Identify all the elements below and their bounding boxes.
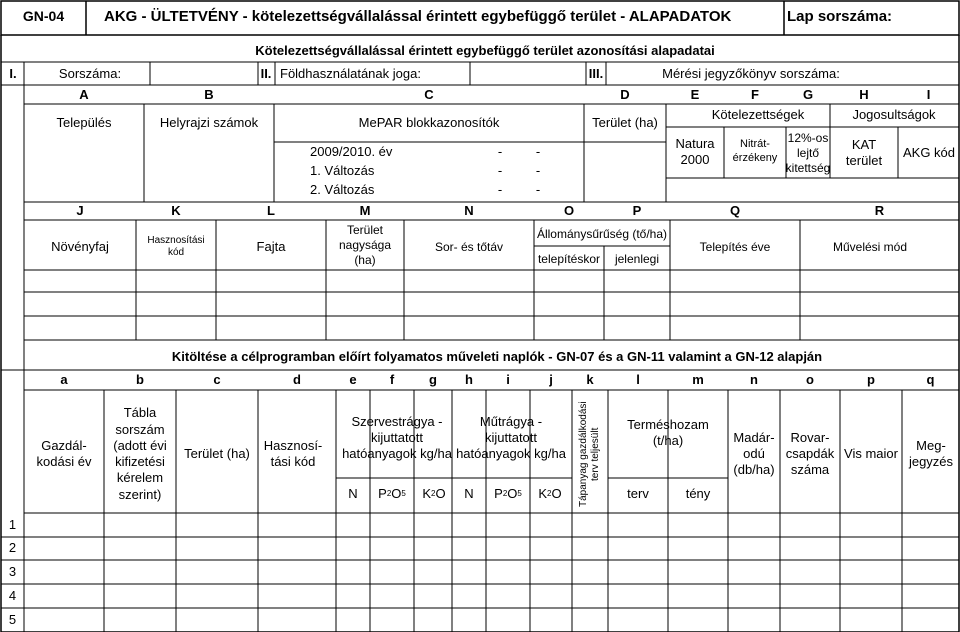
foldhasznalat-label: Földhasználatának joga: bbox=[280, 65, 421, 81]
column-letter-m: M bbox=[359, 202, 371, 218]
col-helyrajzi: Helyrajzi számok bbox=[159, 114, 259, 130]
col-megjegyzes: Meg- jegyzés bbox=[908, 437, 954, 469]
column-letter-i: I bbox=[926, 86, 931, 102]
col-telepites-eve: Telepítés éve bbox=[699, 239, 771, 254]
col-lejto: 12%-os lejtő kitettség bbox=[785, 130, 831, 175]
col-hasznositasi-kod-bottom: Hasznosí- tási kód bbox=[263, 437, 323, 469]
column-letter-n: n bbox=[750, 371, 758, 387]
year-row-dash: - bbox=[535, 163, 541, 179]
col-rovarcsapdak: Rovar- csapdák száma bbox=[785, 429, 835, 478]
col-tabla-sorszam: Tábla sorszám (adott évi kifizetési kérelem szerint) bbox=[113, 405, 167, 502]
ident-iii: III. bbox=[588, 65, 604, 81]
meresi-label: Mérési jegyzőkönyv sorszáma: bbox=[662, 65, 840, 81]
year-row-dash: - bbox=[535, 144, 541, 160]
column-letter-a: A bbox=[79, 86, 89, 102]
column-letter-l: L bbox=[267, 202, 275, 218]
col-vis-maior: Vis maior bbox=[844, 445, 898, 461]
column-letter-r: R bbox=[874, 202, 885, 218]
ident-ii: II. bbox=[260, 65, 272, 81]
column-letter-n: N bbox=[464, 202, 474, 218]
row-number: 2 bbox=[8, 540, 17, 556]
year-row-dash: - bbox=[535, 182, 541, 198]
year-row-dash: - bbox=[497, 144, 503, 160]
column-letter-k: k bbox=[586, 371, 594, 387]
column-letter-c: c bbox=[213, 371, 221, 387]
col-szervestragya: Szervestrágya - kijuttatott hatóanyagok kg/ha bbox=[342, 413, 452, 462]
year-row-label: 1. Változás bbox=[310, 163, 375, 179]
column-letter-e: E bbox=[690, 86, 700, 102]
year-row-dash: - bbox=[497, 182, 503, 198]
row-number: 5 bbox=[8, 611, 17, 627]
col-teny: tény bbox=[685, 485, 711, 501]
col-kat: KAT terület bbox=[845, 136, 883, 168]
foldhasznalat-input[interactable] bbox=[470, 64, 585, 84]
col-terulet-ha-bottom: Terület (ha) bbox=[184, 445, 250, 461]
column-letter-j: J bbox=[76, 202, 84, 218]
mutragya-n: N bbox=[464, 485, 474, 501]
col-muvelesi-mod: Művelési mód bbox=[832, 239, 908, 254]
sorszama-input[interactable] bbox=[150, 64, 260, 84]
mutragya-k2o: K 2 O bbox=[538, 485, 562, 501]
year-row-label: 2. Változás bbox=[310, 182, 375, 198]
col-akg-kod: AKG kód bbox=[902, 144, 956, 160]
szerves-p2o5: P 2 O 5 bbox=[378, 485, 406, 501]
column-letter-b: b bbox=[136, 371, 144, 387]
col-fajta: Fajta bbox=[256, 238, 286, 254]
row-number: 3 bbox=[8, 563, 17, 579]
col-terulet-ha: Terület (ha) bbox=[592, 114, 658, 130]
row-number: 1 bbox=[8, 516, 17, 532]
column-letter-q: q bbox=[926, 371, 935, 387]
column-letter-o: O bbox=[563, 202, 575, 218]
form-title: AKG - ÜLTETVÉNY - kötelezettségvállalással érintett egybefüggő terület - ALAPADATOK bbox=[104, 7, 732, 25]
column-letter-p: P bbox=[632, 202, 642, 218]
szerves-n: N bbox=[348, 485, 358, 501]
form-code: GN-04 bbox=[22, 8, 65, 25]
col-nitrat: Nitrát- érzékeny bbox=[732, 138, 778, 164]
column-letter-q: Q bbox=[729, 202, 741, 218]
col-telepules: Település bbox=[56, 114, 112, 130]
column-letter-p: p bbox=[867, 371, 875, 387]
szerves-k2o: K 2 O bbox=[422, 485, 446, 501]
ident-i: I. bbox=[9, 65, 17, 81]
column-letter-m: m bbox=[692, 371, 704, 387]
column-letter-l: l bbox=[636, 371, 640, 387]
col-mepar: MePAR blokkazonosítók bbox=[358, 114, 500, 130]
column-letter-a: a bbox=[60, 371, 68, 387]
column-letter-f: F bbox=[751, 86, 759, 102]
col-tapanyag-gazdalkodas: Tápanyag gazdálkodási terv teljesült bbox=[578, 401, 601, 507]
section-title: Kötelezettségvállalással érintett egybefüggő terület azonosítási alapadatai bbox=[255, 42, 715, 58]
year-row-dash: - bbox=[497, 163, 503, 179]
col-termeshozam: Terméshozam (t/ha) bbox=[627, 416, 709, 448]
column-letter-b: B bbox=[204, 86, 214, 102]
sorszama-label: Sorszáma: bbox=[58, 65, 122, 81]
column-letter-k: K bbox=[171, 202, 181, 218]
column-letter-d: D bbox=[620, 86, 630, 102]
row-number: 4 bbox=[8, 587, 17, 603]
col-gazdalkodasi-ev: Gazdál- kodási év bbox=[36, 437, 92, 469]
page-number-label: Lap sorszáma: bbox=[787, 7, 893, 25]
col-kotelezettsegek: Kötelezettségek bbox=[711, 106, 805, 122]
year-row-label: 2009/2010. év bbox=[310, 144, 393, 160]
col-sor-totav: Sor- és tőtáv bbox=[434, 239, 504, 254]
col-terv: terv bbox=[627, 485, 649, 501]
column-letter-f: f bbox=[389, 371, 395, 387]
mutragya-p2o5: P 2 O 5 bbox=[494, 485, 522, 501]
col-terulet-nagysaga: Terület nagysága (ha) bbox=[338, 222, 392, 267]
col-jelenlegi: jelenlegi bbox=[614, 251, 660, 266]
col-natura-2000: Natura 2000 bbox=[675, 135, 715, 167]
column-letter-j: j bbox=[549, 371, 553, 387]
column-letter-d: d bbox=[293, 371, 301, 387]
col-madarodu: Madár- odú (db/ha) bbox=[733, 429, 775, 478]
column-letter-c: C bbox=[424, 86, 434, 102]
col-allomanysuruseg: Állománysűrűség (tő/ha) bbox=[536, 226, 668, 241]
column-letter-e: e bbox=[349, 371, 357, 387]
col-mutragya: Műtrágya - kijuttatott hatóanyagok kg/ha bbox=[456, 413, 566, 462]
column-letter-h: H bbox=[859, 86, 869, 102]
notice-text: Kitöltése a célprogramban előírt folyamatos műveleti naplók - GN-07 és a GN-11 valamint a GN-12 alapján bbox=[171, 348, 823, 364]
column-letter-o: o bbox=[806, 371, 814, 387]
col-novenyfaj: Növényfaj bbox=[51, 238, 109, 254]
column-letter-i: i bbox=[506, 371, 510, 387]
col-telepiteskor: telepítéskor bbox=[537, 251, 601, 266]
col-jogosultsagok: Jogosultságok bbox=[852, 106, 936, 122]
meresi-input[interactable] bbox=[850, 64, 958, 84]
column-letter-g: g bbox=[429, 371, 437, 387]
column-letter-h: h bbox=[465, 371, 473, 387]
column-letter-g: G bbox=[802, 86, 814, 102]
col-hasznositasi-kod: Hasznosítási kód bbox=[147, 234, 205, 258]
